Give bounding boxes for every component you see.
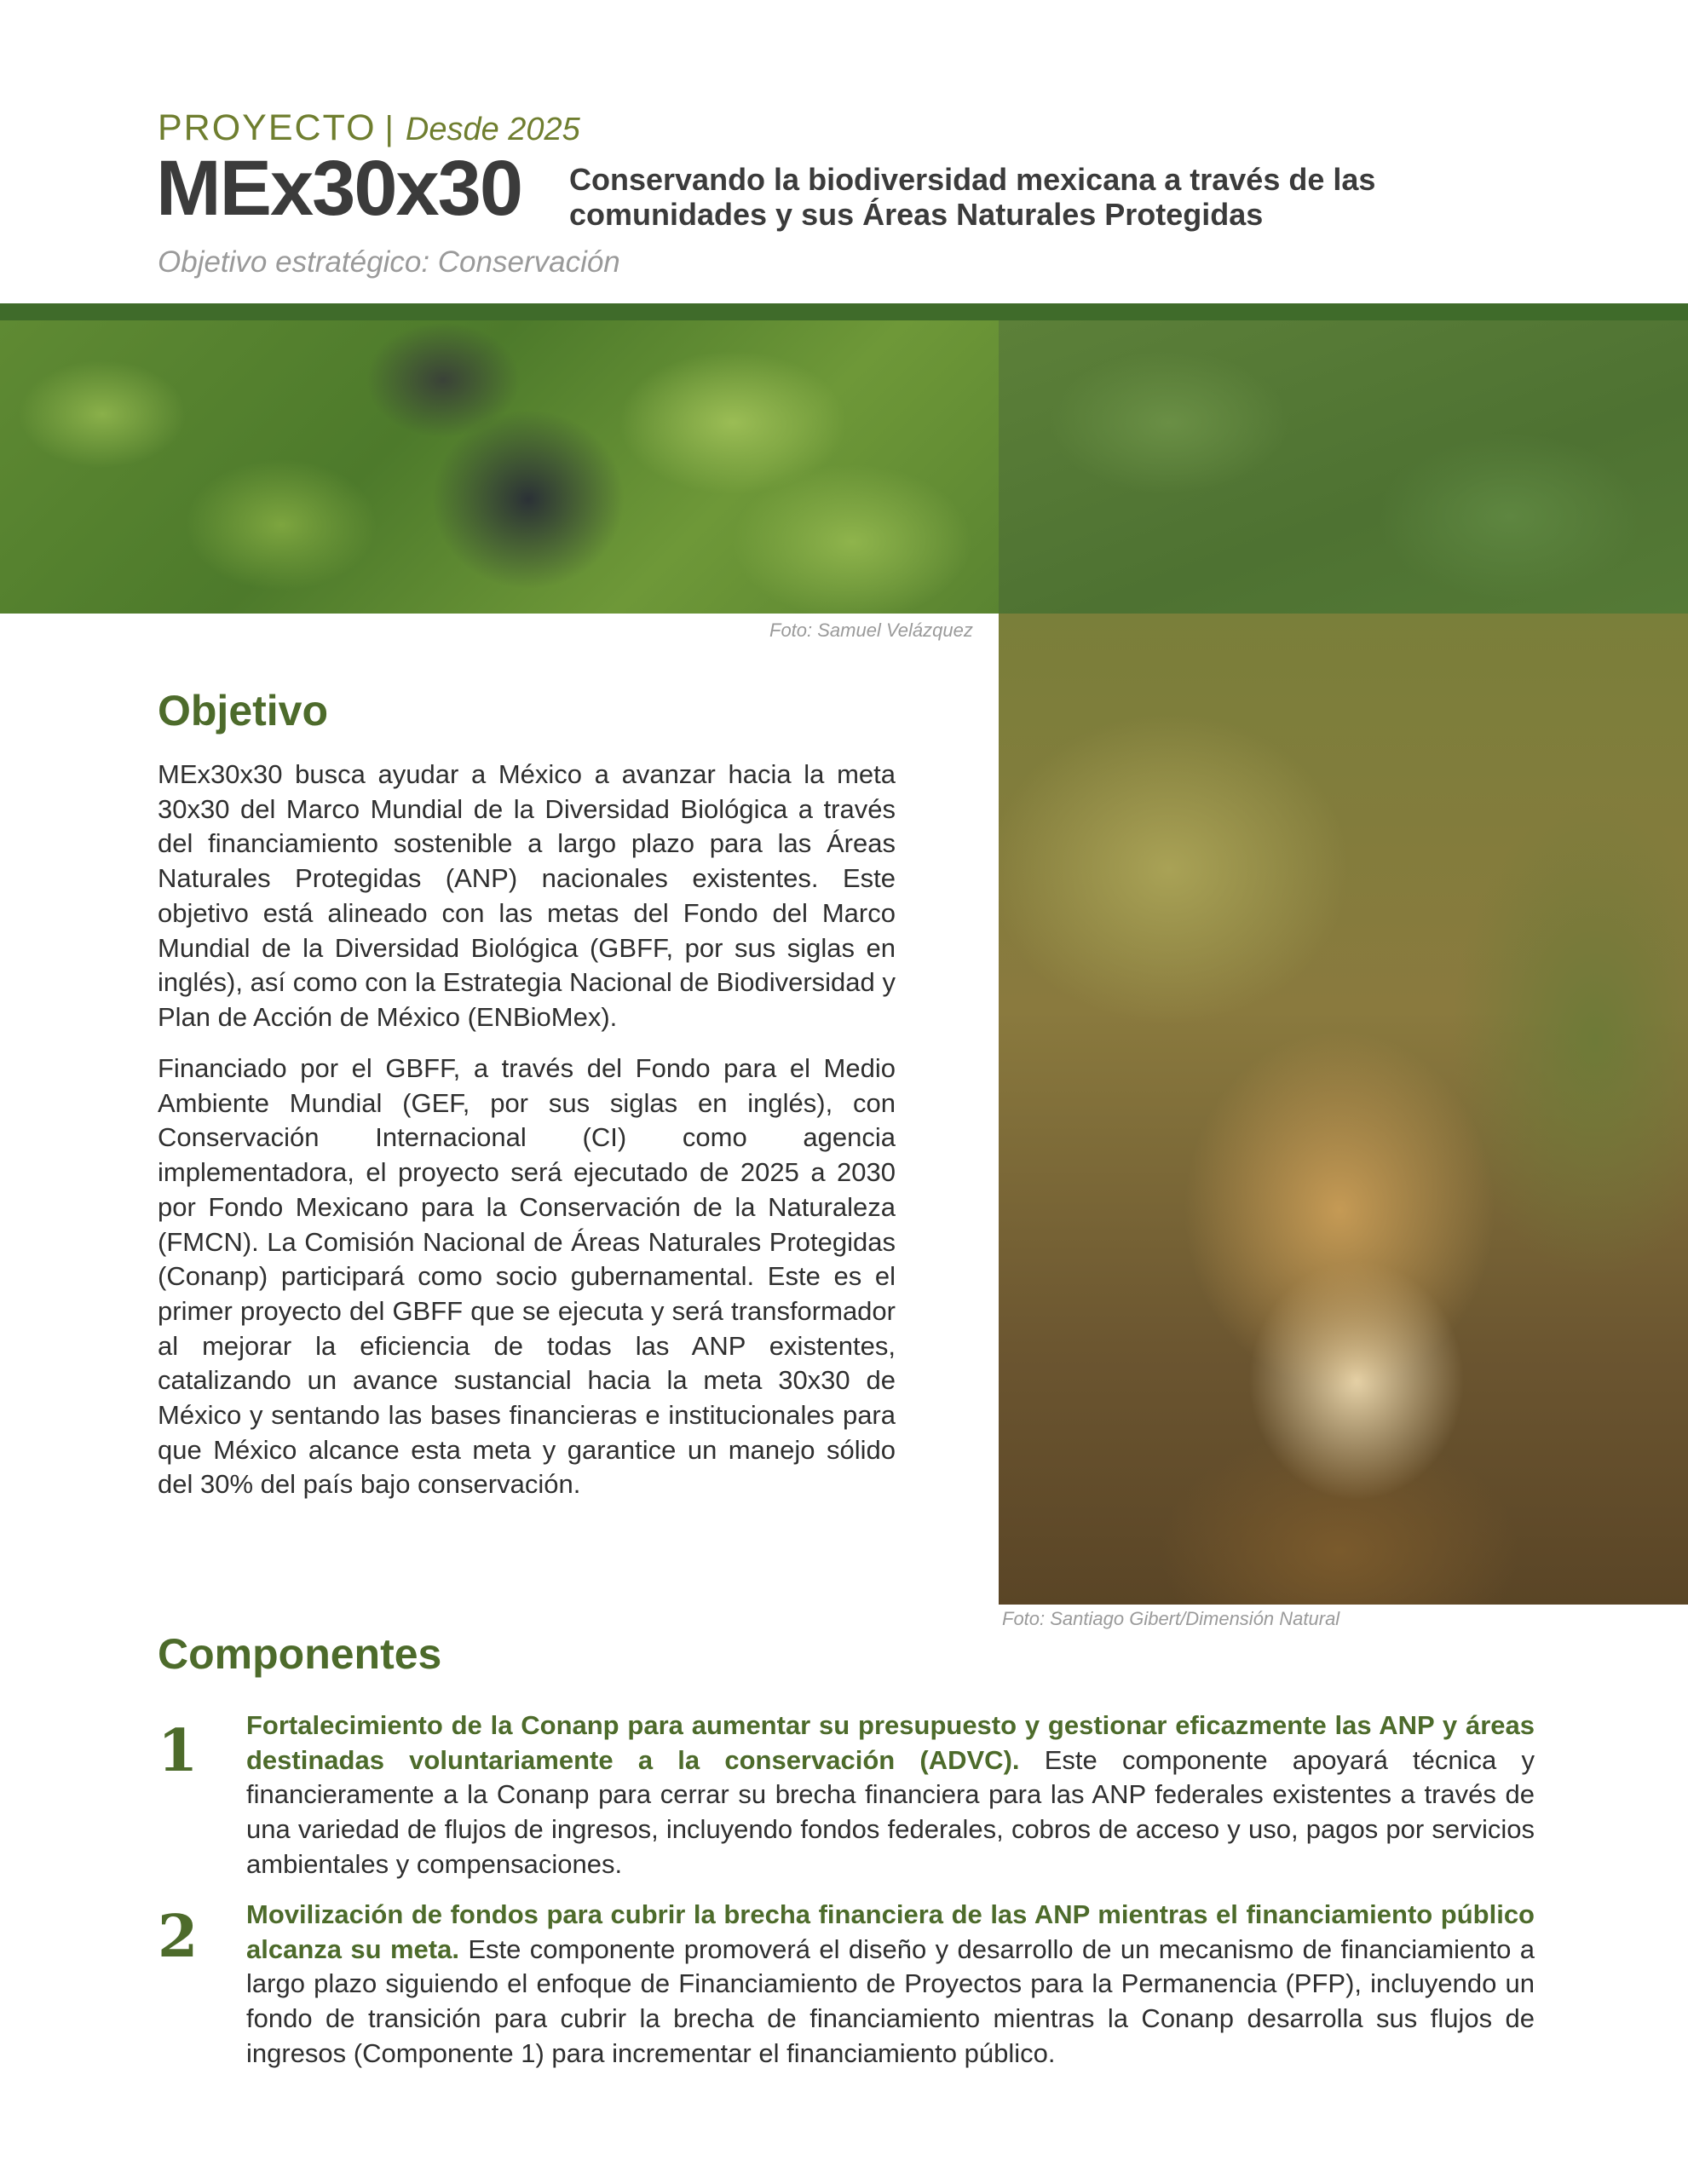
project-since: Desde 2025 bbox=[405, 112, 580, 147]
component-text: Este componente apoyará técnica y financieramente a la Conanp para cerrar su brecha financiera para las ANP federales existentes a través de una variedad de flujos de ingresos, incluyendo fondos federales, cobros de acceso y uso, pagos por servicios ambientales y compensaciones. bbox=[246, 1744, 1535, 1879]
objetivo-paragraph-2: Financiado por el GBFF, a través del Fondo para el Medio Ambiente Mundial (GEF, por sus siglas en inglés), con Conservación Internacional (CI) como agencia implementadora, el proyecto será ejecutado de 2025 a 2030 por Fondo Mexicano para la Conservación de la Naturaleza (FMCN). La Comisión Nacional de Áreas Naturales Protegidas (Conanp) participará como socio gubernamental. Este es el primer proyecto del GBFF que se ejecuta y será transformador al mejorar la eficiencia de todas las ANP existentes, catalizando un avance sustancial hacia la meta 30x30 de México y sentando las bases financieras e institucionales para que México alcance esta meta y garantice un manejo sólido del 30% del país bajo conservación. bbox=[158, 1053, 896, 1500]
componentes-heading: Componentes bbox=[158, 1630, 442, 1678]
jaguar-photo-credit: Foto: Santiago Gibert/Dimensión Natural bbox=[1002, 1608, 1340, 1629]
project-subtitle: Conservando la biodiversidad mexicana a través de las comunidades y sus Áreas Naturales Protegidas bbox=[569, 162, 1376, 232]
green-texture-panel bbox=[999, 320, 1688, 614]
component-item bbox=[158, 1709, 1535, 1879]
component-description bbox=[246, 1709, 1535, 1882]
objetivo-heading: Objetivo bbox=[158, 687, 329, 735]
component-lead: Fortalecimiento de la Conanp para aumentar su presupuesto y gestionar eficazmente las ANP y áreas destinadas voluntariamente a la conservación (ADVC). bbox=[246, 1710, 1535, 1775]
component-number: 1 bbox=[158, 1717, 199, 1785]
project-label bbox=[158, 107, 580, 149]
forest-canopy-photo bbox=[0, 320, 999, 614]
header-green-band bbox=[0, 303, 1688, 320]
project-title: MEx30x30 bbox=[156, 145, 521, 232]
label-separator: | bbox=[384, 110, 394, 147]
component-number: 2 bbox=[158, 1903, 199, 1971]
component-lead: Movilización de fondos para cubrir la brecha financiera de las ANP mientras el financiamiento público alcanza su meta. bbox=[246, 1899, 1535, 1964]
component-item bbox=[158, 1898, 1535, 2077]
canopy-photo-credit: Foto: Samuel Velázquez bbox=[769, 619, 973, 641]
component-description bbox=[246, 1898, 1535, 2072]
strategic-objective: Objetivo estratégico: Conservación bbox=[158, 245, 620, 279]
jaguar-photo bbox=[999, 614, 1688, 1605]
project-label-text: PROYECTO bbox=[158, 107, 377, 148]
objetivo-paragraph-1: MEx30x30 busca ayudar a México a avanzar hacia la meta 30x30 del Marco Mundial de la Diversidad Biológica a través del financiamiento sostenible a largo plazo para las Áreas Naturales Protegidas (ANP) nacionales existentes. Este objetivo está alineado con las metas del Fondo del Marco Mundial de la Diversidad Biológica (GBFF, por sus siglas en inglés), así como con la Estrategia Nacional de Biodiversidad y Plan de Acción de México (ENBioMex). bbox=[158, 759, 896, 1032]
component-text: Este componente promoverá el diseño y desarrollo de un mecanismo de financiamiento a largo plazo siguiendo el enfoque de Financiamiento de Proyectos para la Permanencia (PFP), incluyendo un fondo de transición para cubrir la brecha de financiamiento mientras la Conanp desarrolla sus flujos de ingresos (Componente 1) para incrementar el financiamiento público. bbox=[246, 1933, 1535, 2068]
